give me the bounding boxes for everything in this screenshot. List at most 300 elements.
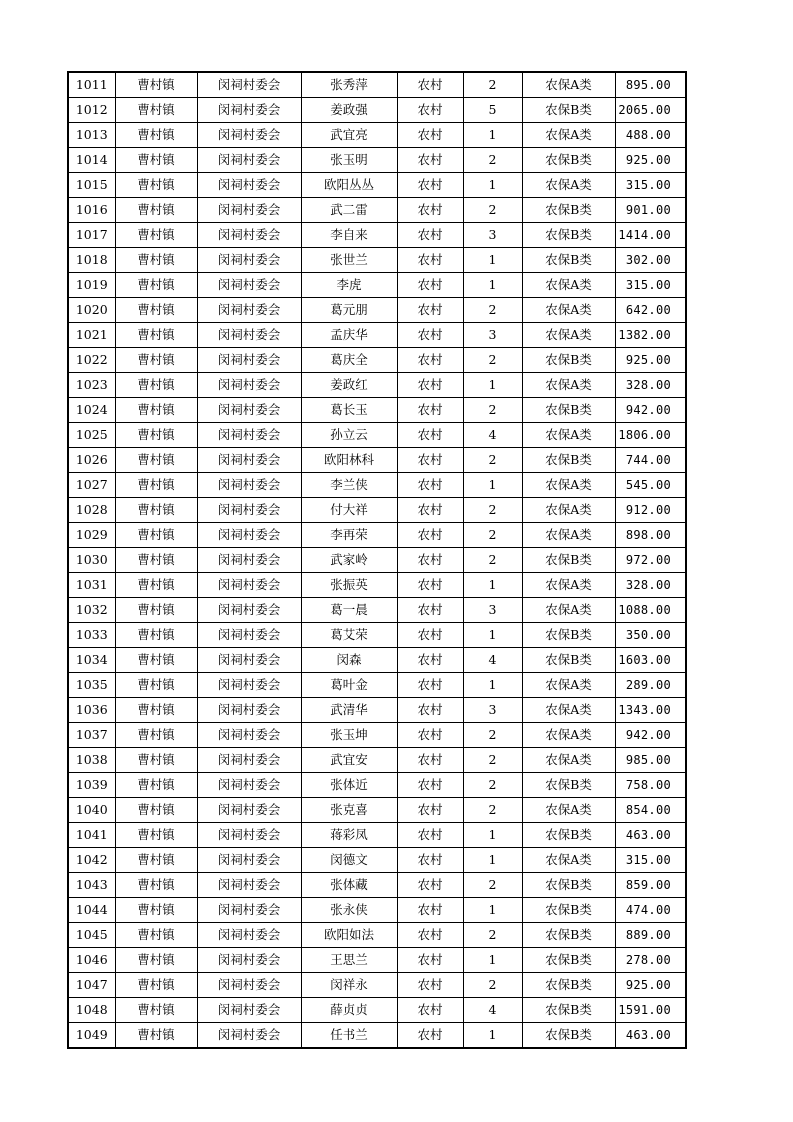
cell-area-type: 农村 <box>397 98 463 123</box>
table-row <box>68 548 686 573</box>
cell-amount: 1806.00 <box>615 423 686 448</box>
cell-household-count: 2 <box>463 398 522 423</box>
cell-area-type: 农村 <box>397 623 463 648</box>
cell-number: 1029 <box>68 523 115 548</box>
cell-amount: 328.00 <box>615 573 686 598</box>
cell-village-committee: 闵祠村委会 <box>197 273 301 298</box>
cell-name: 李再荣 <box>301 523 397 548</box>
cell-insurance-category: 农保A类 <box>522 173 615 198</box>
cell-name: 任书兰 <box>301 1023 397 1049</box>
cell-town: 曹村镇 <box>115 373 197 398</box>
cell-amount: 642.00 <box>615 298 686 323</box>
cell-amount: 315.00 <box>615 273 686 298</box>
cell-insurance-category: 农保A类 <box>522 298 615 323</box>
table-row <box>68 573 686 598</box>
cell-area-type: 农村 <box>397 72 463 98</box>
cell-name: 葛庆全 <box>301 348 397 373</box>
cell-area-type: 农村 <box>397 573 463 598</box>
table-row <box>68 598 686 623</box>
cell-area-type: 农村 <box>397 448 463 473</box>
cell-insurance-category: 农保A类 <box>522 423 615 448</box>
cell-amount: 315.00 <box>615 848 686 873</box>
cell-amount: 859.00 <box>615 873 686 898</box>
cell-household-count: 1 <box>463 623 522 648</box>
cell-name: 张永侠 <box>301 898 397 923</box>
cell-number: 1025 <box>68 423 115 448</box>
cell-name: 薛贞贞 <box>301 998 397 1023</box>
cell-amount: 488.00 <box>615 123 686 148</box>
cell-area-type: 农村 <box>397 473 463 498</box>
cell-area-type: 农村 <box>397 898 463 923</box>
cell-name: 张振英 <box>301 573 397 598</box>
cell-name: 姜政强 <box>301 98 397 123</box>
cell-household-count: 2 <box>463 148 522 173</box>
table-row <box>68 423 686 448</box>
cell-town: 曹村镇 <box>115 448 197 473</box>
cell-insurance-category: 农保B类 <box>522 998 615 1023</box>
cell-village-committee: 闵祠村委会 <box>197 998 301 1023</box>
cell-town: 曹村镇 <box>115 223 197 248</box>
cell-village-committee: 闵祠村委会 <box>197 198 301 223</box>
table-row <box>68 448 686 473</box>
cell-insurance-category: 农保B类 <box>522 873 615 898</box>
cell-household-count: 2 <box>463 72 522 98</box>
cell-amount: 854.00 <box>615 798 686 823</box>
cell-name: 孙立云 <box>301 423 397 448</box>
cell-number: 1027 <box>68 473 115 498</box>
cell-number: 1021 <box>68 323 115 348</box>
cell-village-committee: 闵祠村委会 <box>197 848 301 873</box>
cell-area-type: 农村 <box>397 248 463 273</box>
cell-village-committee: 闵祠村委会 <box>197 398 301 423</box>
cell-amount: 942.00 <box>615 723 686 748</box>
cell-village-committee: 闵祠村委会 <box>197 973 301 998</box>
cell-amount: 302.00 <box>615 248 686 273</box>
table-row <box>68 623 686 648</box>
cell-household-count: 4 <box>463 648 522 673</box>
cell-area-type: 农村 <box>397 148 463 173</box>
cell-insurance-category: 农保A类 <box>522 473 615 498</box>
cell-insurance-category: 农保B类 <box>522 898 615 923</box>
cell-area-type: 农村 <box>397 1023 463 1049</box>
cell-area-type: 农村 <box>397 223 463 248</box>
table-row <box>68 873 686 898</box>
cell-town: 曹村镇 <box>115 648 197 673</box>
cell-village-committee: 闵祠村委会 <box>197 948 301 973</box>
cell-amount: 315.00 <box>615 173 686 198</box>
cell-village-committee: 闵祠村委会 <box>197 923 301 948</box>
cell-name: 张体近 <box>301 773 397 798</box>
cell-insurance-category: 农保A类 <box>522 273 615 298</box>
cell-area-type: 农村 <box>397 698 463 723</box>
cell-area-type: 农村 <box>397 848 463 873</box>
cell-insurance-category: 农保B类 <box>522 148 615 173</box>
cell-name: 张克喜 <box>301 798 397 823</box>
cell-name: 李虎 <box>301 273 397 298</box>
cell-amount: 925.00 <box>615 348 686 373</box>
cell-area-type: 农村 <box>397 273 463 298</box>
cell-amount: 1414.00 <box>615 223 686 248</box>
cell-village-committee: 闵祠村委会 <box>197 1023 301 1049</box>
cell-number: 1041 <box>68 823 115 848</box>
cell-insurance-category: 农保B类 <box>522 1023 615 1049</box>
cell-name: 葛元朋 <box>301 298 397 323</box>
cell-village-committee: 闵祠村委会 <box>197 823 301 848</box>
cell-insurance-category: 农保A类 <box>522 123 615 148</box>
table-row <box>68 798 686 823</box>
cell-town: 曹村镇 <box>115 523 197 548</box>
cell-number: 1018 <box>68 248 115 273</box>
cell-number: 1022 <box>68 348 115 373</box>
cell-amount: 350.00 <box>615 623 686 648</box>
cell-area-type: 农村 <box>397 548 463 573</box>
cell-name: 武家岭 <box>301 548 397 573</box>
cell-area-type: 农村 <box>397 323 463 348</box>
cell-name: 欧阳林科 <box>301 448 397 473</box>
table-row <box>68 748 686 773</box>
cell-household-count: 2 <box>463 973 522 998</box>
cell-number: 1014 <box>68 148 115 173</box>
cell-area-type: 农村 <box>397 598 463 623</box>
cell-town: 曹村镇 <box>115 1023 197 1049</box>
cell-name: 张秀萍 <box>301 72 397 98</box>
table-row <box>68 373 686 398</box>
cell-village-committee: 闵祠村委会 <box>197 723 301 748</box>
table-row <box>68 973 686 998</box>
cell-amount: 463.00 <box>615 823 686 848</box>
table-row <box>68 823 686 848</box>
cell-amount: 289.00 <box>615 673 686 698</box>
table-row <box>68 223 686 248</box>
cell-town: 曹村镇 <box>115 898 197 923</box>
cell-household-count: 1 <box>463 173 522 198</box>
cell-name: 张体藏 <box>301 873 397 898</box>
cell-town: 曹村镇 <box>115 923 197 948</box>
cell-insurance-category: 农保B类 <box>522 398 615 423</box>
cell-household-count: 2 <box>463 448 522 473</box>
table-row <box>68 72 686 98</box>
cell-town: 曹村镇 <box>115 598 197 623</box>
cell-amount: 463.00 <box>615 1023 686 1049</box>
cell-number: 1043 <box>68 873 115 898</box>
cell-number: 1026 <box>68 448 115 473</box>
cell-number: 1015 <box>68 173 115 198</box>
cell-area-type: 农村 <box>397 648 463 673</box>
cell-insurance-category: 农保A类 <box>522 598 615 623</box>
cell-amount: 474.00 <box>615 898 686 923</box>
cell-area-type: 农村 <box>397 798 463 823</box>
cell-insurance-category: 农保A类 <box>522 323 615 348</box>
cell-number: 1032 <box>68 598 115 623</box>
cell-area-type: 农村 <box>397 773 463 798</box>
cell-amount: 925.00 <box>615 973 686 998</box>
cell-area-type: 农村 <box>397 198 463 223</box>
cell-name: 武宜亮 <box>301 123 397 148</box>
cell-village-committee: 闵祠村委会 <box>197 898 301 923</box>
cell-village-committee: 闵祠村委会 <box>197 698 301 723</box>
beneficiary-table <box>67 71 687 1049</box>
cell-insurance-category: 农保A类 <box>522 848 615 873</box>
cell-village-committee: 闵祠村委会 <box>197 773 301 798</box>
cell-name: 姜政红 <box>301 373 397 398</box>
cell-area-type: 农村 <box>397 398 463 423</box>
cell-number: 1036 <box>68 698 115 723</box>
cell-household-count: 1 <box>463 848 522 873</box>
cell-town: 曹村镇 <box>115 573 197 598</box>
cell-amount: 972.00 <box>615 548 686 573</box>
cell-name: 张世兰 <box>301 248 397 273</box>
cell-town: 曹村镇 <box>115 623 197 648</box>
cell-village-committee: 闵祠村委会 <box>197 98 301 123</box>
cell-area-type: 农村 <box>397 973 463 998</box>
cell-amount: 912.00 <box>615 498 686 523</box>
cell-village-committee: 闵祠村委会 <box>197 348 301 373</box>
cell-household-count: 4 <box>463 998 522 1023</box>
cell-household-count: 2 <box>463 523 522 548</box>
cell-household-count: 1 <box>463 673 522 698</box>
table-row <box>68 123 686 148</box>
cell-insurance-category: 农保A类 <box>522 523 615 548</box>
cell-insurance-category: 农保B类 <box>522 973 615 998</box>
cell-insurance-category: 农保A类 <box>522 798 615 823</box>
cell-town: 曹村镇 <box>115 398 197 423</box>
cell-town: 曹村镇 <box>115 248 197 273</box>
table-row <box>68 523 686 548</box>
cell-town: 曹村镇 <box>115 98 197 123</box>
cell-insurance-category: 农保A类 <box>522 673 615 698</box>
cell-name: 武宜安 <box>301 748 397 773</box>
cell-village-committee: 闵祠村委会 <box>197 423 301 448</box>
cell-name: 欧阳如法 <box>301 923 397 948</box>
cell-area-type: 农村 <box>397 673 463 698</box>
cell-area-type: 农村 <box>397 348 463 373</box>
cell-name: 闵森 <box>301 648 397 673</box>
cell-area-type: 农村 <box>397 923 463 948</box>
cell-name: 张玉明 <box>301 148 397 173</box>
cell-name: 葛长玉 <box>301 398 397 423</box>
cell-amount: 744.00 <box>615 448 686 473</box>
cell-household-count: 4 <box>463 423 522 448</box>
cell-household-count: 5 <box>463 98 522 123</box>
cell-number: 1028 <box>68 498 115 523</box>
cell-village-committee: 闵祠村委会 <box>197 72 301 98</box>
table-row <box>68 498 686 523</box>
cell-household-count: 1 <box>463 123 522 148</box>
cell-amount: 1343.00 <box>615 698 686 723</box>
cell-insurance-category: 农保B类 <box>522 448 615 473</box>
cell-insurance-category: 农保B类 <box>522 623 615 648</box>
cell-village-committee: 闵祠村委会 <box>197 373 301 398</box>
cell-household-count: 2 <box>463 498 522 523</box>
cell-name: 武二雷 <box>301 198 397 223</box>
cell-name: 孟庆华 <box>301 323 397 348</box>
cell-insurance-category: 农保B类 <box>522 348 615 373</box>
cell-village-committee: 闵祠村委会 <box>197 873 301 898</box>
cell-amount: 758.00 <box>615 773 686 798</box>
table-row <box>68 948 686 973</box>
cell-number: 1016 <box>68 198 115 223</box>
cell-amount: 942.00 <box>615 398 686 423</box>
cell-town: 曹村镇 <box>115 948 197 973</box>
cell-insurance-category: 农保A类 <box>522 373 615 398</box>
table-row <box>68 698 686 723</box>
cell-area-type: 农村 <box>397 723 463 748</box>
cell-household-count: 2 <box>463 798 522 823</box>
table-row <box>68 348 686 373</box>
cell-amount: 901.00 <box>615 198 686 223</box>
cell-name: 葛艾荣 <box>301 623 397 648</box>
cell-town: 曹村镇 <box>115 348 197 373</box>
table-row <box>68 398 686 423</box>
cell-number: 1024 <box>68 398 115 423</box>
table-row <box>68 198 686 223</box>
cell-number: 1031 <box>68 573 115 598</box>
cell-town: 曹村镇 <box>115 773 197 798</box>
cell-town: 曹村镇 <box>115 323 197 348</box>
cell-town: 曹村镇 <box>115 548 197 573</box>
table-row <box>68 473 686 498</box>
cell-name: 葛一晨 <box>301 598 397 623</box>
cell-town: 曹村镇 <box>115 748 197 773</box>
cell-village-committee: 闵祠村委会 <box>197 648 301 673</box>
cell-town: 曹村镇 <box>115 673 197 698</box>
cell-name: 蒋彩凤 <box>301 823 397 848</box>
cell-village-committee: 闵祠村委会 <box>197 673 301 698</box>
cell-village-committee: 闵祠村委会 <box>197 548 301 573</box>
cell-amount: 2065.00 <box>615 98 686 123</box>
cell-insurance-category: 农保B类 <box>522 773 615 798</box>
cell-number: 1033 <box>68 623 115 648</box>
cell-town: 曹村镇 <box>115 823 197 848</box>
cell-household-count: 2 <box>463 748 522 773</box>
cell-number: 1044 <box>68 898 115 923</box>
cell-amount: 889.00 <box>615 923 686 948</box>
cell-area-type: 农村 <box>397 498 463 523</box>
cell-town: 曹村镇 <box>115 123 197 148</box>
cell-amount: 925.00 <box>615 148 686 173</box>
cell-household-count: 1 <box>463 948 522 973</box>
cell-village-committee: 闵祠村委会 <box>197 798 301 823</box>
cell-town: 曹村镇 <box>115 723 197 748</box>
cell-name: 王思兰 <box>301 948 397 973</box>
cell-name: 李兰侠 <box>301 473 397 498</box>
cell-village-committee: 闵祠村委会 <box>197 598 301 623</box>
cell-number: 1035 <box>68 673 115 698</box>
cell-town: 曹村镇 <box>115 423 197 448</box>
cell-amount: 898.00 <box>615 523 686 548</box>
cell-town: 曹村镇 <box>115 273 197 298</box>
table-row <box>68 998 686 1023</box>
cell-name: 闵祥永 <box>301 973 397 998</box>
cell-number: 1047 <box>68 973 115 998</box>
cell-number: 1037 <box>68 723 115 748</box>
cell-area-type: 农村 <box>397 948 463 973</box>
table-row <box>68 673 686 698</box>
cell-town: 曹村镇 <box>115 873 197 898</box>
cell-number: 1039 <box>68 773 115 798</box>
cell-household-count: 2 <box>463 548 522 573</box>
table-row <box>68 723 686 748</box>
cell-name: 张玉坤 <box>301 723 397 748</box>
cell-amount: 1382.00 <box>615 323 686 348</box>
cell-town: 曹村镇 <box>115 198 197 223</box>
cell-area-type: 农村 <box>397 423 463 448</box>
cell-amount: 985.00 <box>615 748 686 773</box>
cell-insurance-category: 农保A类 <box>522 698 615 723</box>
cell-name: 武清华 <box>301 698 397 723</box>
table-row <box>68 248 686 273</box>
cell-area-type: 农村 <box>397 873 463 898</box>
cell-household-count: 1 <box>463 1023 522 1049</box>
cell-name: 闵德文 <box>301 848 397 873</box>
table-row <box>68 773 686 798</box>
table-body <box>68 72 686 1048</box>
table-row <box>68 1023 686 1049</box>
table-row <box>68 848 686 873</box>
cell-amount: 328.00 <box>615 373 686 398</box>
cell-household-count: 1 <box>463 248 522 273</box>
cell-town: 曹村镇 <box>115 973 197 998</box>
cell-number: 1048 <box>68 998 115 1023</box>
cell-village-committee: 闵祠村委会 <box>197 123 301 148</box>
table-row <box>68 323 686 348</box>
cell-household-count: 2 <box>463 348 522 373</box>
cell-insurance-category: 农保A类 <box>522 72 615 98</box>
cell-number: 1012 <box>68 98 115 123</box>
cell-number: 1046 <box>68 948 115 973</box>
cell-amount: 1603.00 <box>615 648 686 673</box>
cell-village-committee: 闵祠村委会 <box>197 623 301 648</box>
cell-household-count: 2 <box>463 723 522 748</box>
cell-household-count: 1 <box>463 823 522 848</box>
cell-insurance-category: 农保B类 <box>522 198 615 223</box>
cell-household-count: 3 <box>463 323 522 348</box>
cell-household-count: 1 <box>463 573 522 598</box>
cell-number: 1020 <box>68 298 115 323</box>
cell-village-committee: 闵祠村委会 <box>197 473 301 498</box>
cell-village-committee: 闵祠村委会 <box>197 448 301 473</box>
cell-household-count: 1 <box>463 373 522 398</box>
cell-household-count: 2 <box>463 773 522 798</box>
cell-amount: 1591.00 <box>615 998 686 1023</box>
cell-village-committee: 闵祠村委会 <box>197 173 301 198</box>
cell-village-committee: 闵祠村委会 <box>197 323 301 348</box>
cell-area-type: 农村 <box>397 823 463 848</box>
cell-insurance-category: 农保B类 <box>522 98 615 123</box>
cell-village-committee: 闵祠村委会 <box>197 748 301 773</box>
cell-household-count: 3 <box>463 598 522 623</box>
cell-household-count: 2 <box>463 923 522 948</box>
cell-number: 1019 <box>68 273 115 298</box>
cell-number: 1034 <box>68 648 115 673</box>
cell-number: 1030 <box>68 548 115 573</box>
cell-insurance-category: 农保A类 <box>522 748 615 773</box>
cell-area-type: 农村 <box>397 523 463 548</box>
cell-number: 1023 <box>68 373 115 398</box>
cell-town: 曹村镇 <box>115 298 197 323</box>
cell-household-count: 2 <box>463 298 522 323</box>
cell-area-type: 农村 <box>397 373 463 398</box>
cell-number: 1042 <box>68 848 115 873</box>
cell-village-committee: 闵祠村委会 <box>197 498 301 523</box>
cell-number: 1049 <box>68 1023 115 1049</box>
cell-insurance-category: 农保B类 <box>522 248 615 273</box>
cell-insurance-category: 农保A类 <box>522 573 615 598</box>
cell-town: 曹村镇 <box>115 798 197 823</box>
cell-household-count: 3 <box>463 698 522 723</box>
cell-area-type: 农村 <box>397 748 463 773</box>
cell-insurance-category: 农保B类 <box>522 648 615 673</box>
